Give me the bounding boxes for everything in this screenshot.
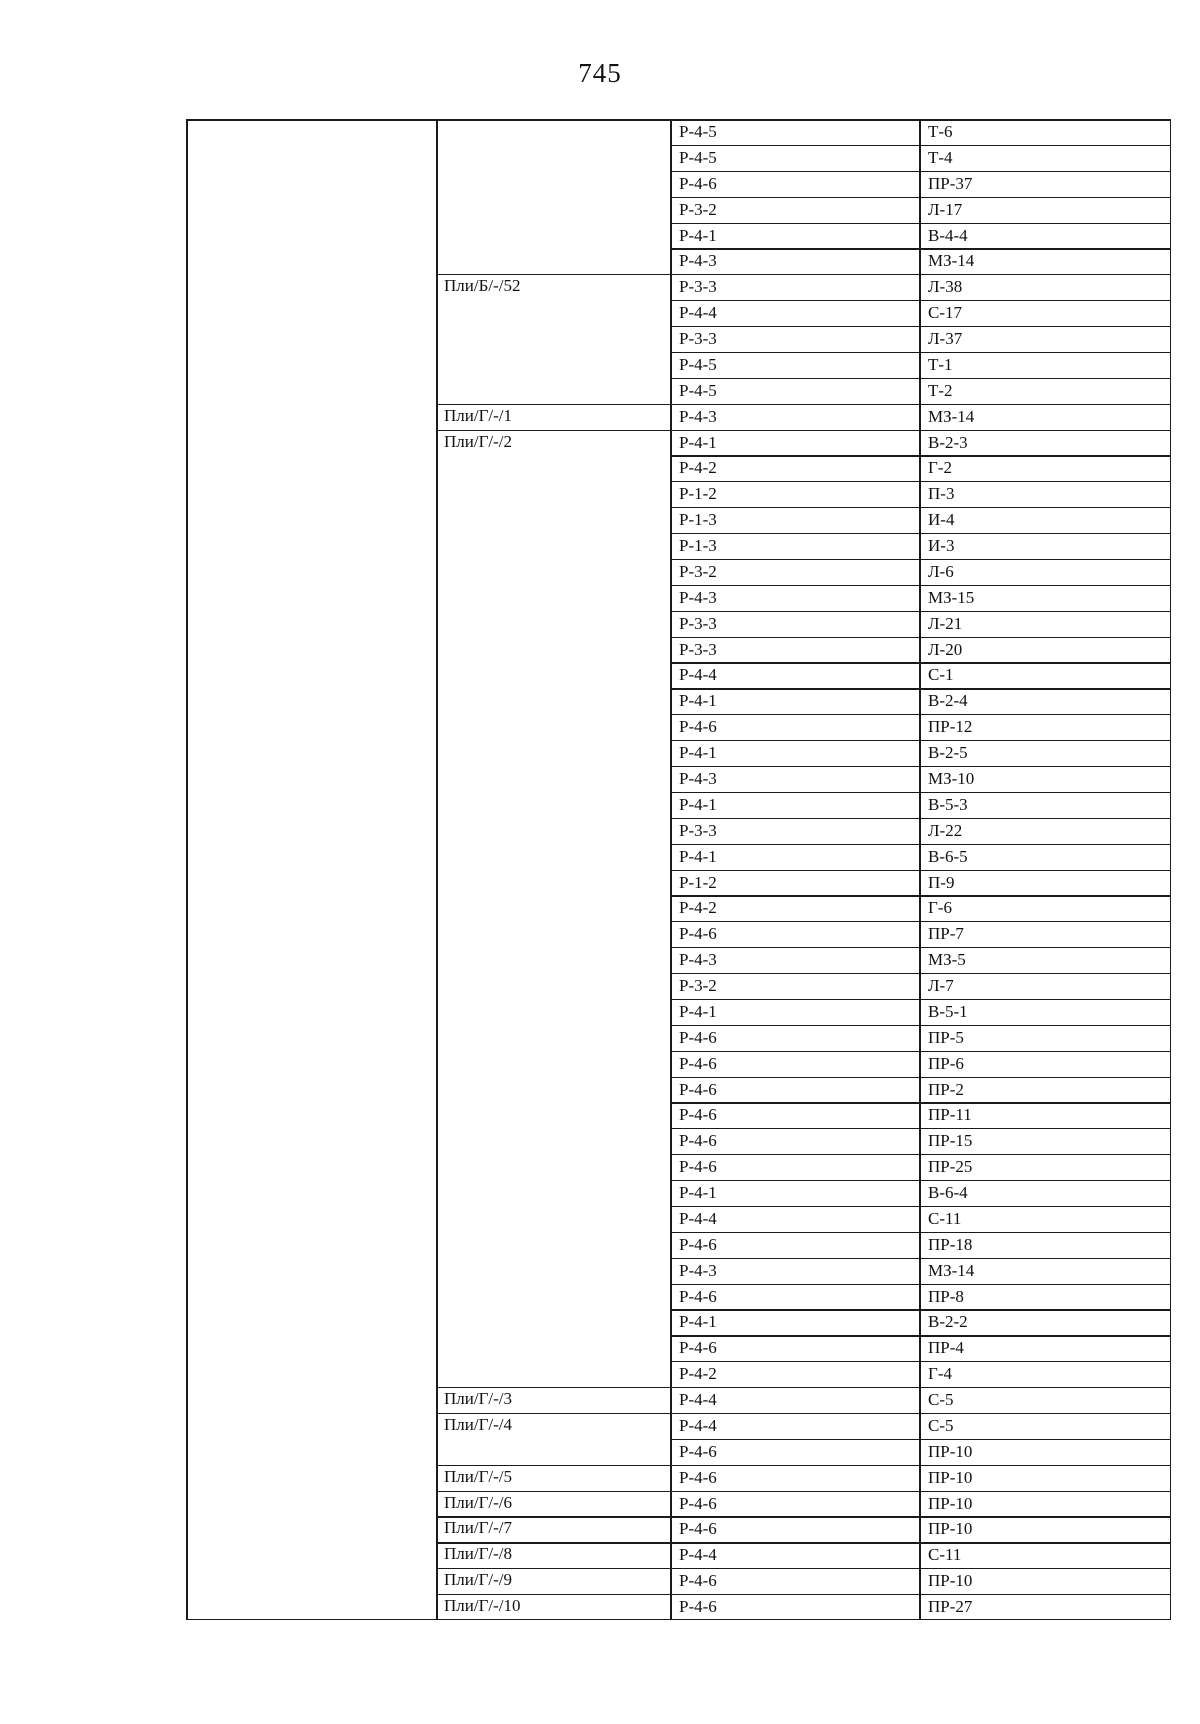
code-cell: Р-4-6 (679, 717, 717, 737)
row-divider (670, 921, 1171, 922)
row-divider (670, 300, 1171, 301)
value-cell: В-2-3 (928, 432, 968, 452)
value-cell: Л-6 (928, 561, 954, 581)
row-divider (670, 455, 1171, 456)
code-cell: Р-4-2 (679, 898, 717, 918)
value-cell: ПР-11 (928, 1105, 972, 1125)
row-divider (670, 481, 1171, 482)
code-cell: Р-4-6 (679, 1105, 717, 1125)
code-cell: Р-4-5 (679, 354, 717, 374)
row-divider (670, 688, 1171, 689)
row-divider (670, 1465, 1171, 1466)
code-cell: Р-4-6 (679, 924, 717, 944)
code-cell: Р-4-6 (679, 1157, 717, 1177)
value-cell: Т-1 (928, 354, 953, 374)
row-divider (670, 1154, 1171, 1155)
row-divider (670, 611, 1171, 612)
row-divider (670, 378, 1171, 379)
row-divider (670, 223, 1171, 224)
row-divider (670, 507, 1171, 508)
code-cell: Р-4-6 (679, 1493, 717, 1513)
value-cell: Г-2 (928, 458, 952, 478)
row-divider (670, 1387, 1171, 1388)
data-table (186, 119, 1171, 1620)
code-cell: Р-4-1 (679, 1183, 717, 1203)
value-cell: Л-20 (928, 639, 963, 659)
value-cell: В-6-4 (928, 1183, 968, 1203)
value-cell: МЗ-14 (928, 406, 975, 426)
code-cell: Р-1-2 (679, 872, 717, 892)
code-cell: Р-4-1 (679, 1001, 717, 1021)
code-cell: Р-4-6 (679, 1131, 717, 1151)
code-cell: Р-4-4 (679, 1208, 717, 1228)
row-divider (670, 766, 1171, 767)
row-divider (670, 171, 1171, 172)
value-cell: С-5 (928, 1390, 954, 1410)
value-cell: ПР-37 (928, 173, 973, 193)
value-cell: МЗ-14 (928, 1260, 975, 1280)
row-divider (670, 197, 1171, 198)
row-divider (670, 973, 1171, 974)
row-divider (670, 1102, 1171, 1103)
page-number: 745 (578, 58, 622, 88)
code-cell: Р-4-6 (679, 1467, 717, 1487)
code-cell: Р-4-3 (679, 768, 717, 788)
value-cell: МЗ-15 (928, 587, 975, 607)
code-cell: Р-4-6 (679, 1338, 717, 1358)
row-divider (670, 637, 1171, 638)
code-cell: Р-4-6 (679, 1571, 717, 1591)
value-cell: ПР-7 (928, 924, 964, 944)
code-cell: Р-4-5 (679, 380, 717, 400)
value-cell: ПР-5 (928, 1027, 964, 1047)
code-cell: Р-4-6 (679, 1597, 717, 1617)
value-cell: В-6-5 (928, 846, 968, 866)
code-cell: Р-3-2 (679, 561, 717, 581)
row-divider (670, 895, 1171, 896)
value-cell: ПР-25 (928, 1157, 973, 1177)
value-cell: ПР-27 (928, 1597, 973, 1617)
value-cell: С-17 (928, 303, 962, 323)
value-cell: МЗ-14 (928, 251, 975, 271)
code-cell: Р-4-6 (679, 1441, 717, 1461)
value-cell: ПР-6 (928, 1053, 964, 1073)
value-cell: С-1 (928, 665, 954, 685)
value-cell: ПР-10 (928, 1441, 973, 1461)
value-cell: ПР-4 (928, 1338, 964, 1358)
row-divider (670, 818, 1171, 819)
value-cell: Л-22 (928, 820, 963, 840)
code-cell: Р-4-6 (679, 1234, 717, 1254)
value-cell: МЗ-5 (928, 950, 966, 970)
row-divider (670, 430, 1171, 431)
group-label: Пли/Г/-/1 (444, 405, 513, 425)
value-cell: И-4 (928, 510, 955, 530)
row-divider (670, 1284, 1171, 1285)
row-divider (670, 1309, 1171, 1310)
row-divider (670, 274, 1171, 275)
row-divider (670, 1077, 1171, 1078)
row-divider (670, 1232, 1171, 1233)
row-divider (670, 248, 1171, 249)
code-cell: Р-3-3 (679, 639, 717, 659)
value-cell: В-5-3 (928, 794, 968, 814)
row-divider (670, 404, 1171, 405)
row-divider (670, 1335, 1171, 1336)
code-cell: Р-4-3 (679, 950, 717, 970)
row-divider (670, 1568, 1171, 1569)
code-cell: Р-4-6 (679, 1027, 717, 1047)
code-cell: Р-3-2 (679, 976, 717, 996)
row-divider (670, 844, 1171, 845)
group-label: Пли/Г/-/7 (444, 1518, 513, 1538)
code-cell: Р-4-1 (679, 691, 717, 711)
value-cell: ПР-2 (928, 1079, 964, 1099)
value-cell: В-5-1 (928, 1001, 968, 1021)
value-cell: Л-21 (928, 613, 963, 633)
code-cell: Р-4-1 (679, 225, 717, 245)
row-divider (670, 1051, 1171, 1052)
row-divider (670, 1594, 1171, 1595)
group-label: Пли/Г/-/6 (444, 1492, 513, 1512)
row-divider (670, 352, 1171, 353)
row-divider (670, 947, 1171, 948)
code-cell: Р-4-1 (679, 432, 717, 452)
table-border-left (186, 119, 188, 1620)
group-label: Пли/Г/-/2 (444, 431, 513, 451)
code-cell: Р-3-3 (679, 329, 717, 349)
code-cell: Р-4-4 (679, 665, 717, 685)
group-label: Пли/Г/-/8 (444, 1544, 513, 1564)
value-cell: В-2-4 (928, 691, 968, 711)
code-cell: Р-4-2 (679, 1364, 717, 1384)
value-cell: Т-6 (928, 122, 953, 141)
value-cell: ПР-10 (928, 1571, 973, 1591)
code-cell: Р-4-3 (679, 1260, 717, 1280)
value-cell: В-2-2 (928, 1312, 968, 1332)
value-cell: Л-37 (928, 329, 963, 349)
code-cell: Р-1-3 (679, 510, 717, 530)
row-divider (670, 326, 1171, 327)
code-cell: Р-4-2 (679, 458, 717, 478)
row-divider (670, 1491, 1171, 1492)
value-cell: В-4-4 (928, 225, 968, 245)
code-cell: Р-4-5 (679, 147, 717, 167)
row-divider (670, 662, 1171, 663)
group-label: Пли/Г/-/3 (444, 1389, 513, 1409)
row-divider (670, 1180, 1171, 1181)
value-cell: В-2-5 (928, 743, 968, 763)
code-cell: Р-1-2 (679, 484, 717, 504)
code-cell: Р-4-6 (679, 1053, 717, 1073)
code-cell: Р-4-3 (679, 587, 717, 607)
group-label: Пли/Б/-/52 (444, 276, 521, 296)
code-cell: Р-4-1 (679, 794, 717, 814)
code-cell: Р-4-4 (679, 1545, 717, 1565)
code-cell: Р-4-1 (679, 743, 717, 763)
code-cell: Р-4-6 (679, 1519, 717, 1539)
value-cell: Г-4 (928, 1364, 952, 1384)
row-divider (670, 1206, 1171, 1207)
value-cell: Г-6 (928, 898, 952, 918)
code-cell: Р-3-2 (679, 199, 717, 219)
code-cell: Р-3-3 (679, 277, 717, 297)
value-cell: С-5 (928, 1415, 954, 1435)
value-cell: ПР-10 (928, 1493, 973, 1513)
row-divider (670, 1258, 1171, 1259)
code-cell: Р-4-4 (679, 303, 717, 323)
value-cell: ПР-10 (928, 1519, 973, 1539)
group-label: Пли/Г/-/9 (444, 1570, 513, 1590)
row-divider (670, 1439, 1171, 1440)
row-divider (670, 1516, 1171, 1517)
value-cell: Т-4 (928, 147, 953, 167)
code-cell: Р-4-6 (679, 1079, 717, 1099)
row-divider (670, 870, 1171, 871)
code-cell: Р-4-1 (679, 846, 717, 866)
code-cell: Р-4-4 (679, 1390, 717, 1410)
value-cell: С-11 (928, 1208, 962, 1228)
row-divider (670, 533, 1171, 534)
group-label: Пли/Г/-/4 (444, 1414, 513, 1434)
value-cell: Л-17 (928, 199, 963, 219)
column-divider-group (436, 119, 438, 1620)
code-cell: Р-4-1 (679, 1312, 717, 1332)
value-cell: С-11 (928, 1545, 962, 1565)
code-cell: Р-4-3 (679, 406, 717, 426)
value-cell: П-3 (928, 484, 955, 504)
value-cell: Т-2 (928, 380, 953, 400)
code-cell: Р-3-3 (679, 613, 717, 633)
value-cell: ПР-12 (928, 717, 973, 737)
row-divider (670, 1542, 1171, 1543)
value-cell: Л-38 (928, 277, 963, 297)
value-cell: ПР-18 (928, 1234, 973, 1254)
row-divider (670, 145, 1171, 146)
row-divider (670, 1128, 1171, 1129)
code-cell: Р-4-4 (679, 1415, 717, 1435)
value-cell: ПР-10 (928, 1467, 973, 1487)
code-cell: Р-4-5 (679, 122, 717, 141)
row-divider (670, 1361, 1171, 1362)
code-cell: Р-1-3 (679, 536, 717, 556)
row-divider (670, 585, 1171, 586)
code-cell: Р-4-6 (679, 1286, 717, 1306)
row-divider (670, 714, 1171, 715)
code-cell: Р-4-3 (679, 251, 717, 271)
value-cell: ПР-15 (928, 1131, 973, 1151)
code-cell: Р-3-3 (679, 820, 717, 840)
row-divider (670, 999, 1171, 1000)
row-divider (670, 792, 1171, 793)
value-cell: ПР-8 (928, 1286, 964, 1306)
row-divider (670, 1025, 1171, 1026)
value-cell: И-3 (928, 536, 955, 556)
row-divider (670, 559, 1171, 560)
value-cell: Л-7 (928, 976, 954, 996)
row-divider (670, 740, 1171, 741)
value-cell: П-9 (928, 872, 955, 892)
group-label: Пли/Г/-/10 (444, 1596, 521, 1616)
value-cell: МЗ-10 (928, 768, 975, 788)
group-label: Пли/Г/-/5 (444, 1466, 513, 1486)
code-cell: Р-4-6 (679, 173, 717, 193)
row-divider (670, 1413, 1171, 1414)
